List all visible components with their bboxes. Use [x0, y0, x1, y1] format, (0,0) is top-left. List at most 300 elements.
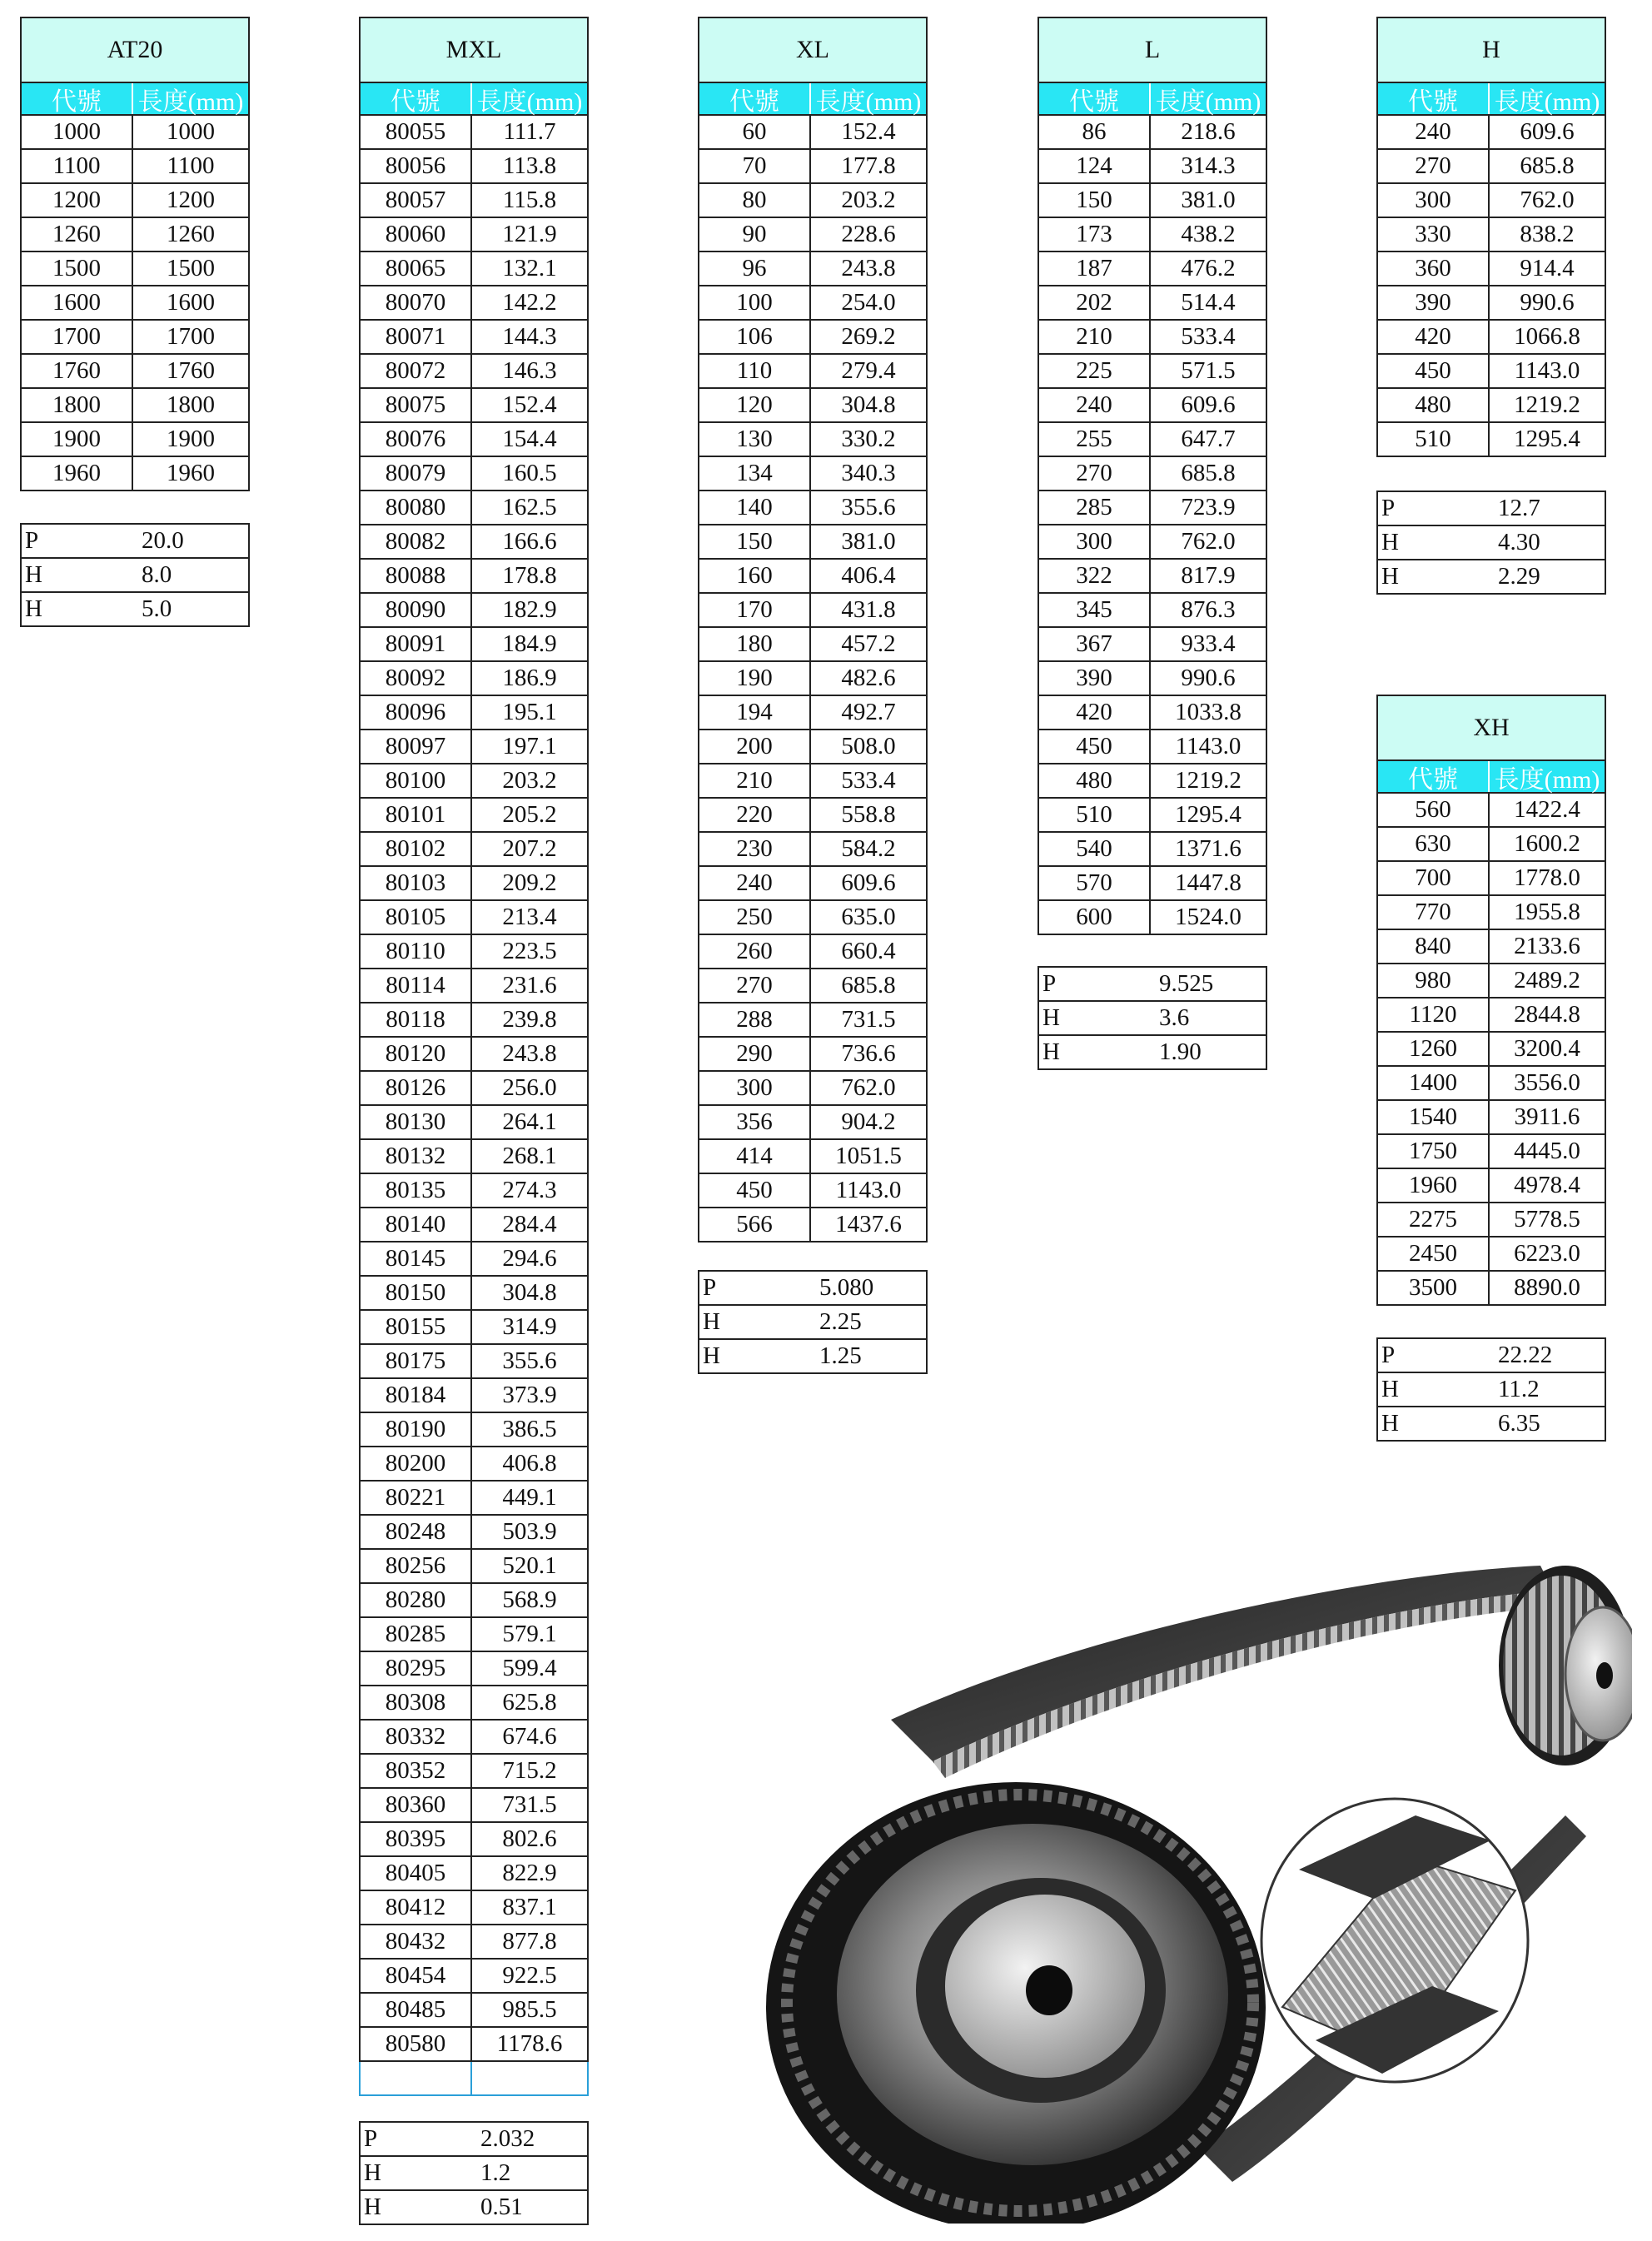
cell-code: 194: [699, 696, 811, 729]
table-row: [698, 218, 928, 252]
table-row: [1037, 321, 1267, 355]
table-row: [20, 286, 250, 321]
cell-code: 2450: [1378, 1238, 1490, 1270]
param-value: 22.22: [1498, 1342, 1553, 1368]
header-length: 長度(mm): [815, 87, 922, 116]
table-row: [359, 355, 589, 389]
table-row: [1037, 833, 1267, 867]
cell-code: 1500: [22, 252, 133, 285]
cell-length: 449.1: [502, 1484, 557, 1511]
cell-code: 1540: [1378, 1101, 1490, 1133]
cell-length: 207.2: [502, 835, 557, 862]
table-row: [359, 867, 589, 901]
table-row: [359, 1789, 589, 1823]
cell-code: 80090: [361, 594, 472, 626]
cell-length: 243.8: [841, 255, 896, 281]
table-row: [359, 525, 589, 560]
cell-code: 1900: [22, 423, 133, 456]
cell-code: 540: [1039, 833, 1151, 865]
table-row: [20, 252, 250, 286]
cell-code: 150: [1039, 184, 1151, 217]
cell-code: 356: [699, 1106, 811, 1138]
cell-length: 492.7: [841, 699, 896, 725]
cell-length: 514.4: [1181, 289, 1236, 316]
table-row: [698, 560, 928, 594]
cell-length: 243.8: [502, 1040, 557, 1067]
cell-code: 80135: [361, 1174, 472, 1207]
cell-length: 1033.8: [1175, 699, 1241, 725]
table-row: [359, 1277, 589, 1311]
param-row: [1376, 526, 1606, 560]
cell-length: 254.0: [841, 289, 896, 316]
table-row: [1037, 252, 1267, 286]
cell-code: 160: [699, 560, 811, 592]
table-row: [359, 935, 589, 969]
cell-length: 571.5: [1181, 357, 1236, 384]
cell-length: 1700: [167, 323, 215, 350]
cell-length: 8890.0: [1514, 1274, 1580, 1301]
cell-length: 406.4: [841, 562, 896, 589]
table-row: [698, 867, 928, 901]
cell-code: 106: [699, 321, 811, 353]
cell-length: 685.8: [841, 972, 896, 998]
table-row: [359, 1243, 589, 1277]
cell-code: 80080: [361, 491, 472, 524]
cell-code: 140: [699, 491, 811, 524]
cell-code: 290: [699, 1038, 811, 1070]
cell-length: 203.2: [841, 187, 896, 213]
cell-length: 609.6: [1181, 391, 1236, 418]
table-header: [359, 83, 589, 116]
table-row: [1376, 423, 1606, 457]
cell-length: 1200: [167, 187, 215, 213]
cell-length: 1422.4: [1514, 796, 1580, 823]
table-row: [359, 150, 589, 184]
cell-code: 200: [699, 730, 811, 763]
table-row: [698, 799, 928, 833]
cell-length: 269.2: [841, 323, 896, 350]
cell-length: 304.8: [502, 1279, 557, 1306]
cell-code: 1260: [1378, 1033, 1490, 1065]
table-header: [1376, 761, 1606, 794]
param-key: H: [1381, 1410, 1399, 1437]
cell-code: 322: [1039, 560, 1151, 592]
param-value: 4.30: [1498, 529, 1540, 555]
cell-code: 570: [1039, 867, 1151, 899]
cell-code: 80100: [361, 764, 472, 797]
table-row: [20, 150, 250, 184]
table-row: [698, 969, 928, 1003]
cell-length: 146.3: [502, 357, 557, 384]
table-row: [1037, 730, 1267, 764]
cell-code: 80056: [361, 150, 472, 182]
table-row: [698, 1038, 928, 1072]
cell-length: 177.8: [841, 152, 896, 179]
cell-code: 80057: [361, 184, 472, 217]
cell-length: 1955.8: [1514, 899, 1580, 925]
cell-length: 355.6: [841, 494, 896, 520]
cell-code: 700: [1378, 862, 1490, 894]
cell-length: 533.4: [1181, 323, 1236, 350]
cell-length: 5778.5: [1514, 1206, 1580, 1233]
cell-code: 210: [699, 764, 811, 797]
cell-code: 480: [1039, 764, 1151, 797]
table-row: [359, 2062, 589, 2096]
cell-length: 218.6: [1181, 118, 1236, 145]
cell-code: 80395: [361, 1823, 472, 1855]
cell-length: 1960: [167, 460, 215, 486]
cell-length: 294.6: [502, 1245, 557, 1272]
table-row: [1037, 560, 1267, 594]
cell-code: 150: [699, 525, 811, 558]
cell-code: 80126: [361, 1072, 472, 1104]
table-row: [698, 286, 928, 321]
cell-code: 80221: [361, 1482, 472, 1514]
cell-length: 2489.2: [1514, 967, 1580, 994]
cell-length: 822.9: [502, 1860, 557, 1886]
cell-code: 80118: [361, 1003, 472, 1036]
cell-code: 300: [1378, 184, 1490, 217]
cell-length: 381.0: [1181, 187, 1236, 213]
param-key: H: [25, 561, 42, 588]
cell-code: 80150: [361, 1277, 472, 1309]
cell-length: 152.4: [841, 118, 896, 145]
cell-code: 80075: [361, 389, 472, 421]
cell-code: 390: [1039, 662, 1151, 695]
param-table-mxl: [359, 2121, 589, 2225]
cell-code: 240: [699, 867, 811, 899]
param-row: [698, 1306, 928, 1340]
param-table-at20: [20, 523, 250, 627]
table-row: [698, 594, 928, 628]
cell-code: 255: [1039, 423, 1151, 456]
header-length: 長度(mm): [137, 87, 244, 116]
table-row: [359, 1311, 589, 1345]
param-table-xl: [698, 1270, 928, 1374]
cell-code: 80065: [361, 252, 472, 285]
cell-length: 914.4: [1520, 255, 1575, 281]
table-row: [1376, 794, 1606, 828]
table-row: [1376, 1203, 1606, 1238]
table-row: [359, 1721, 589, 1755]
table-title: MXL: [359, 17, 589, 83]
cell-code: 80091: [361, 628, 472, 660]
table-row: [698, 1174, 928, 1208]
cell-code: 80088: [361, 560, 472, 592]
cell-length: 985.5: [502, 1996, 557, 2023]
header-code: 代號: [361, 83, 472, 114]
param-row: [1037, 1036, 1267, 1070]
table-header: [1376, 83, 1606, 116]
table-row: [1037, 218, 1267, 252]
cell-code: 170: [699, 594, 811, 626]
cell-code: 630: [1378, 828, 1490, 860]
cell-code: [361, 2062, 472, 2094]
cell-length: 922.5: [502, 1962, 557, 1989]
table-row: [359, 662, 589, 696]
table-row: [359, 1755, 589, 1789]
cell-length: 736.6: [841, 1040, 896, 1067]
cell-length: 660.4: [841, 938, 896, 964]
table-row: [1376, 1238, 1606, 1272]
param-key: P: [1381, 495, 1396, 521]
cell-length: 3200.4: [1514, 1035, 1580, 1062]
cell-length: 625.8: [502, 1689, 557, 1716]
cell-length: 568.9: [502, 1586, 557, 1613]
cell-code: 1960: [22, 457, 133, 490]
param-key: H: [1381, 1376, 1399, 1402]
cell-length: 762.0: [1520, 187, 1575, 213]
table-row: [1037, 355, 1267, 389]
param-key: H: [25, 595, 42, 622]
table-row: [698, 457, 928, 491]
cell-length: 1051.5: [835, 1143, 902, 1169]
cell-length: 304.8: [841, 391, 896, 418]
cell-length: 1143.0: [1175, 733, 1241, 759]
cell-code: 80280: [361, 1584, 472, 1616]
table-row: [1037, 799, 1267, 833]
cell-length: 482.6: [841, 665, 896, 691]
cell-code: 80200: [361, 1447, 472, 1480]
table-row: [698, 901, 928, 935]
spec-table-l: [1037, 17, 1267, 935]
table-row: [1376, 1067, 1606, 1101]
cell-code: 770: [1378, 896, 1490, 929]
table-row: [1037, 423, 1267, 457]
cell-length: 933.4: [1181, 630, 1236, 657]
cell-code: 80082: [361, 525, 472, 558]
cell-code: 225: [1039, 355, 1151, 387]
spec-table-mxl: [359, 17, 589, 2096]
param-value: 20.0: [142, 527, 184, 554]
cell-code: 1800: [22, 389, 133, 421]
cell-length: 1219.2: [1175, 767, 1241, 794]
table-row: [1376, 930, 1606, 964]
cell-length: 115.8: [502, 187, 557, 213]
cell-length: 340.3: [841, 460, 896, 486]
cell-code: 600: [1039, 901, 1151, 934]
param-key: H: [364, 2159, 381, 2186]
param-value: 8.0: [142, 561, 172, 588]
table-row: [359, 1038, 589, 1072]
cell-code: 80120: [361, 1038, 472, 1070]
cell-length: 142.2: [502, 289, 557, 316]
table-row: [1037, 764, 1267, 799]
table-row: [1376, 389, 1606, 423]
cell-code: 80295: [361, 1652, 472, 1685]
table-row: [1037, 696, 1267, 730]
cell-code: 210: [1039, 321, 1151, 353]
table-row: [1376, 150, 1606, 184]
table-row: [20, 184, 250, 218]
param-row: [359, 2123, 589, 2157]
cell-code: 80097: [361, 730, 472, 763]
cell-code: 240: [1039, 389, 1151, 421]
param-row: [1376, 1407, 1606, 1442]
cell-code: 80248: [361, 1516, 472, 1548]
table-row: [359, 1891, 589, 1925]
table-row: [20, 355, 250, 389]
param-table-h: [1376, 491, 1606, 595]
header-length: 長度(mm): [1494, 87, 1600, 116]
cell-length: 162.5: [502, 494, 557, 520]
table-row: [1376, 1101, 1606, 1135]
cell-length: [472, 2062, 587, 2094]
cell-length: 197.1: [502, 733, 557, 759]
table-row: [1376, 1033, 1606, 1067]
table-row: [359, 321, 589, 355]
table-row: [698, 1106, 928, 1140]
cell-length: 558.8: [841, 801, 896, 828]
table-row: [359, 2028, 589, 2062]
cell-length: 609.6: [1520, 118, 1575, 145]
table-row: [1037, 628, 1267, 662]
cell-code: 120: [699, 389, 811, 421]
param-key: H: [703, 1308, 720, 1335]
cell-code: 285: [1039, 491, 1151, 524]
cell-code: 80060: [361, 218, 472, 251]
cell-length: 160.5: [502, 460, 557, 486]
cell-length: 731.5: [841, 1006, 896, 1033]
cell-code: 80580: [361, 2028, 472, 2060]
param-row: [698, 1340, 928, 1374]
cell-code: 80256: [361, 1550, 472, 1582]
param-table-l: [1037, 966, 1267, 1070]
cell-length: 184.9: [502, 630, 557, 657]
param-value: 1.25: [819, 1342, 862, 1369]
table-header: [20, 83, 250, 116]
cell-length: 256.0: [502, 1074, 557, 1101]
param-key: H: [1381, 529, 1399, 555]
cell-code: 80432: [361, 1925, 472, 1958]
table-row: [20, 457, 250, 491]
cell-code: 260: [699, 935, 811, 968]
table-title: L: [1037, 17, 1267, 83]
cell-length: 877.8: [502, 1928, 557, 1955]
cell-code: 80332: [361, 1721, 472, 1753]
param-key: H: [1381, 563, 1399, 590]
header-code: 代號: [1378, 761, 1490, 792]
table-row: [359, 833, 589, 867]
cell-code: 270: [699, 969, 811, 1002]
cell-code: 288: [699, 1003, 811, 1036]
cell-code: 80110: [361, 935, 472, 968]
table-row: [359, 389, 589, 423]
spec-table-xh: [1376, 695, 1606, 1306]
cell-code: 480: [1378, 389, 1490, 421]
param-value: 12.7: [1498, 495, 1540, 521]
cell-code: 80145: [361, 1243, 472, 1275]
table-row: [1376, 355, 1606, 389]
cell-code: 1200: [22, 184, 133, 217]
param-key: H: [1042, 1038, 1060, 1065]
cell-length: 762.0: [1181, 528, 1236, 555]
cell-code: 510: [1378, 423, 1490, 456]
table-row: [20, 116, 250, 150]
cell-code: 96: [699, 252, 811, 285]
cell-length: 1437.6: [835, 1211, 902, 1238]
cell-length: 674.6: [502, 1723, 557, 1750]
param-value: 3.6: [1159, 1004, 1190, 1031]
cell-code: 80130: [361, 1106, 472, 1138]
table-row: [1376, 321, 1606, 355]
cell-code: 80412: [361, 1891, 472, 1924]
param-row: [20, 593, 250, 627]
param-value: 11.2: [1498, 1376, 1540, 1402]
table-title: H: [1376, 17, 1606, 83]
table-row: [359, 594, 589, 628]
cell-code: 80072: [361, 355, 472, 387]
cell-length: 503.9: [502, 1518, 557, 1545]
header-length: 長度(mm): [1494, 765, 1600, 794]
param-value: 2.032: [480, 2125, 535, 2152]
cell-length: 1760: [167, 357, 215, 384]
cell-length: 731.5: [502, 1791, 557, 1818]
table-row: [1037, 491, 1267, 525]
cell-code: 80092: [361, 662, 472, 695]
table-row: [698, 116, 928, 150]
cell-code: 124: [1039, 150, 1151, 182]
cell-length: 762.0: [841, 1074, 896, 1101]
cell-length: 264.1: [502, 1108, 557, 1135]
table-row: [359, 799, 589, 833]
table-row: [359, 1823, 589, 1857]
cell-length: 205.2: [502, 801, 557, 828]
cell-length: 186.9: [502, 665, 557, 691]
cell-code: 2275: [1378, 1203, 1490, 1236]
table-row: [1376, 286, 1606, 321]
param-row: [1376, 560, 1606, 595]
cell-length: 166.6: [502, 528, 557, 555]
cell-length: 178.8: [502, 562, 557, 589]
table-row: [359, 1447, 589, 1482]
cell-length: 1447.8: [1175, 869, 1241, 896]
cell-code: 1120: [1378, 998, 1490, 1031]
cell-code: 230: [699, 833, 811, 865]
cell-code: 840: [1378, 930, 1490, 963]
header-length: 長度(mm): [1155, 87, 1261, 116]
cell-length: 520.1: [502, 1552, 557, 1579]
table-row: [359, 764, 589, 799]
cell-code: 110: [699, 355, 811, 387]
table-title: AT20: [20, 17, 250, 83]
cell-length: 817.9: [1181, 562, 1236, 589]
cell-length: 990.6: [1520, 289, 1575, 316]
cell-code: 80114: [361, 969, 472, 1002]
cell-length: 904.2: [841, 1108, 896, 1135]
param-row: [1376, 1373, 1606, 1407]
table-row: [359, 457, 589, 491]
cell-length: 1295.4: [1514, 426, 1580, 452]
table-row: [1037, 116, 1267, 150]
table-header: [698, 83, 928, 116]
table-row: [1376, 862, 1606, 896]
cell-length: 1178.6: [496, 2030, 563, 2057]
cell-code: 80405: [361, 1857, 472, 1890]
cell-code: 360: [1378, 252, 1490, 285]
table-row: [359, 218, 589, 252]
timing-belt-pulley-illustration: [766, 1541, 1632, 2224]
table-row: [698, 1208, 928, 1243]
header-code: 代號: [22, 83, 133, 114]
table-row: [1037, 286, 1267, 321]
cell-length: 6223.0: [1514, 1240, 1580, 1267]
table-row: [698, 730, 928, 764]
cell-code: 80308: [361, 1686, 472, 1719]
cell-length: 231.6: [502, 972, 557, 998]
table-row: [1037, 867, 1267, 901]
table-row: [359, 1140, 589, 1174]
